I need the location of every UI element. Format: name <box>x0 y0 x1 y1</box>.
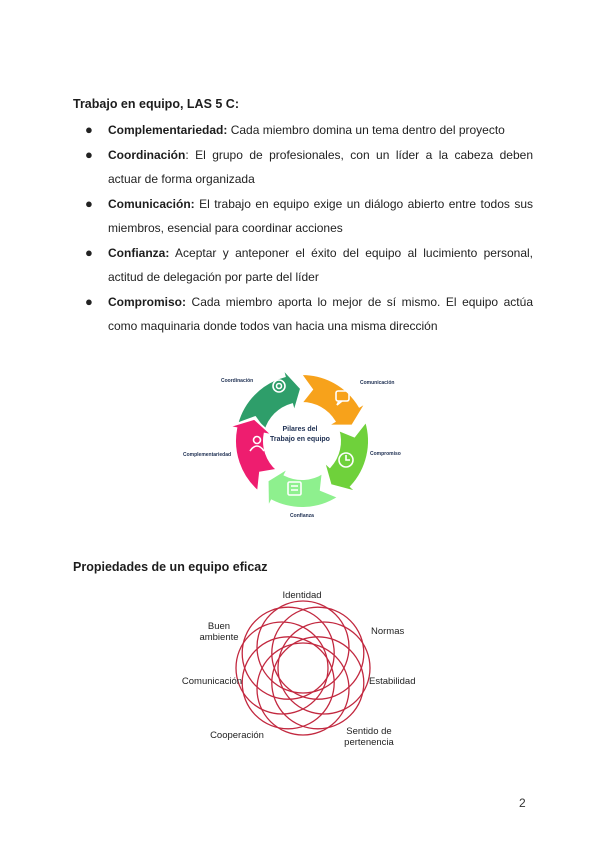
bullet-icon: ● <box>85 122 93 137</box>
cycle-label-coordinacion: Coordinación <box>221 378 254 384</box>
property-label-ambiente-1: Buen <box>207 621 231 632</box>
bullet-icon: ● <box>85 195 93 211</box>
item-term: Complementariedad: <box>108 123 228 137</box>
ring <box>272 607 364 699</box>
ring <box>242 637 334 729</box>
item-text: El trabajo en equipo exige un diálogo abierto entre todos sus miembros, esencial para coordinar acciones <box>108 196 533 235</box>
item-text: Aceptar y anteponer el éxito del equipo al lucimiento personal, actitud de delegación por parte del líder <box>108 245 533 284</box>
property-label-normas: Normas <box>371 626 405 637</box>
ring <box>236 622 328 714</box>
ring <box>278 622 370 714</box>
pillars-cycle-diagram <box>170 360 430 525</box>
cycle-label-complementariedad: Complementariedad <box>183 452 232 458</box>
list-item <box>73 290 533 339</box>
ring <box>242 607 334 699</box>
ring <box>272 637 364 729</box>
bullet-icon: ● <box>85 244 93 260</box>
section-heading-5c: Trabajo en equipo, LAS 5 C: <box>73 97 239 111</box>
cycle-center-line2: Trabajo en equipo <box>270 436 330 443</box>
ring <box>257 643 349 735</box>
bullet-icon: ● <box>85 293 93 309</box>
ring <box>257 601 349 693</box>
property-label-comunicacion: Comunicación <box>181 676 243 687</box>
cycle-segment-comunicacion <box>301 374 366 426</box>
item-text: Cada miembro domina un tema dentro del proyecto <box>227 123 505 137</box>
cycle-center-line1: Pilares del <box>282 426 318 433</box>
item-term: Compromiso: <box>108 294 186 309</box>
item-text: Cada miembro aporta lo mejor de sí mismo. El equipo actúa como maquinaria donde todos van hacia una misma dirección <box>108 294 533 333</box>
item-term: Comunicación: <box>108 196 195 211</box>
property-label-pertenencia-2: pertenencia <box>344 737 394 748</box>
property-label-estabilidad: Estabilidad <box>369 676 416 687</box>
properties-rings-diagram <box>170 580 430 750</box>
property-label-cooperacion: Cooperación <box>210 730 264 741</box>
list-item <box>73 241 533 290</box>
list-item <box>73 192 533 241</box>
cycle-label-confianza: Confianza <box>290 513 314 519</box>
section-heading-propiedades: Propiedades de un equipo eficaz <box>73 560 268 574</box>
cycle-label-compromiso: Compromiso <box>370 451 401 457</box>
item-term: Confianza: <box>108 245 170 260</box>
property-label-pertenencia-1: Sentido de <box>346 726 392 737</box>
property-label-identidad: Identidad <box>282 590 322 601</box>
five-c-list <box>73 118 533 339</box>
overlapping-rings <box>236 601 370 735</box>
list-item <box>73 118 533 143</box>
property-label-ambiente-2: ambiente <box>199 632 239 643</box>
item-text: : El grupo de profesionales, con un líder a la cabeza deben actuar de forma organizada <box>108 147 533 186</box>
page-number: 2 <box>519 796 526 810</box>
bullet-icon: ● <box>85 146 93 162</box>
cycle-label-comunicacion: Comunicación <box>360 380 395 386</box>
list-item <box>73 143 533 192</box>
item-term: Coordinación <box>108 147 186 162</box>
